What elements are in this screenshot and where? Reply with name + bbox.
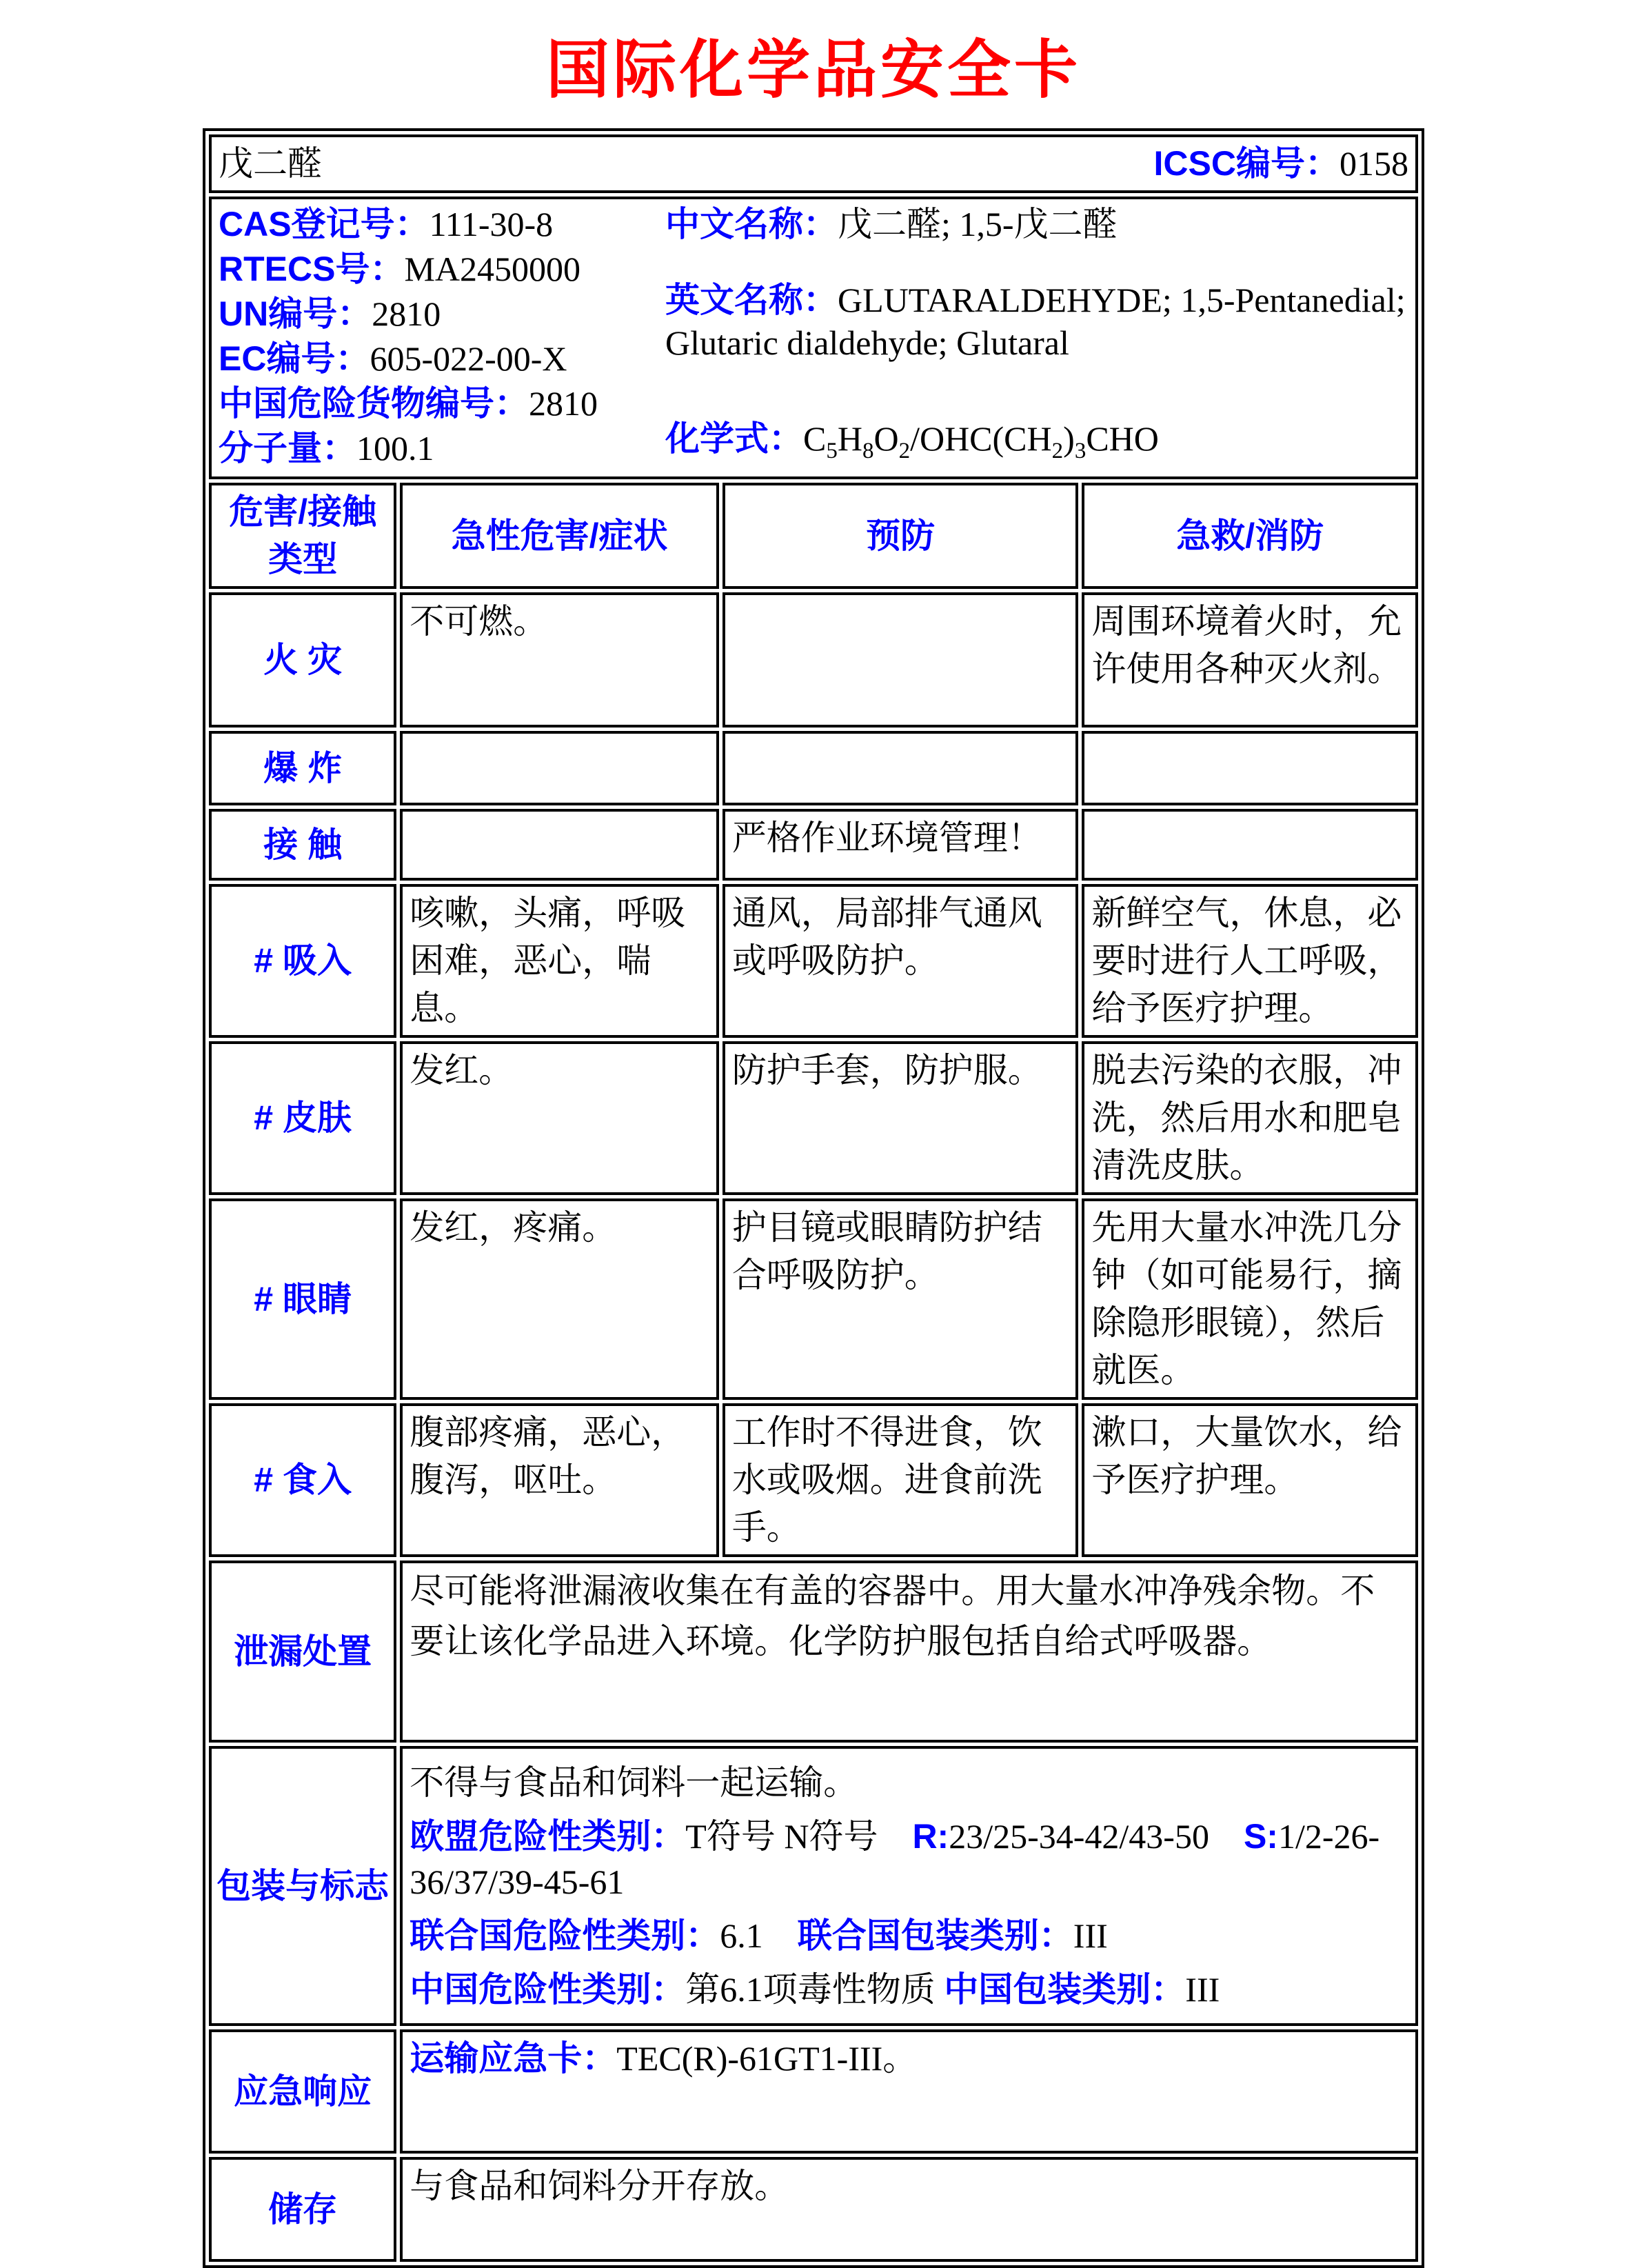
icsc-number-group xyxy=(1154,140,1408,188)
fire-symptoms: 不可燃。 xyxy=(400,592,719,727)
hazard-row-explosion xyxy=(209,731,1418,805)
header-first-aid: 急救/消防 xyxy=(1082,483,1418,589)
row-label-eyes: # 眼睛 xyxy=(209,1198,396,1400)
header-hazard-type: 危害/接触类型 xyxy=(209,483,396,589)
hazard-row-exposure xyxy=(209,809,1418,881)
packaging-transport-note: 不得与食品和饲料一起运输。 xyxy=(410,1763,858,1802)
skin-first-aid: 脱去污染的衣服，冲洗，然后用水和肥皂清洗皮肤。 xyxy=(1082,1041,1418,1195)
row-label-ingestion: # 食入 xyxy=(209,1403,396,1557)
exposure-prevention: 严格作业环境管理！ xyxy=(722,809,1079,881)
safety-card xyxy=(203,128,1424,2268)
header-acute-symptoms: 急性危害/症状 xyxy=(400,483,719,589)
molecular-weight-line: 分子量：100.1 xyxy=(219,429,434,468)
ec-number-line: EC编号：605-022-00-X xyxy=(219,339,567,378)
english-name-line: 英文名称：GLUTARALDEHYDE; 1,5-Pentanedial; Glutaric dialdehyde; Glutaral xyxy=(665,281,1406,362)
hazard-row-ingestion xyxy=(209,1403,1418,1557)
row-label-storage: 储存 xyxy=(209,2157,396,2262)
eyes-symptoms: 发红，疼痛。 xyxy=(400,1198,719,1400)
header-prevention: 预防 xyxy=(722,483,1079,589)
un-classification-line: 联合国危险性类别：6.1 联合国包装类别：III xyxy=(410,1916,1108,1955)
emergency-response-row xyxy=(209,2029,1418,2154)
explosion-first-aid xyxy=(1082,731,1418,805)
eyes-prevention: 护目镜或眼睛防护结合呼吸防护。 xyxy=(722,1198,1079,1400)
row-label-packaging: 包装与标志 xyxy=(209,1746,396,2026)
inhalation-symptoms: 咳嗽，头痛，呼吸困难，恶心，喘息。 xyxy=(400,884,719,1038)
name-row xyxy=(209,134,1418,193)
packaging-labelling-content xyxy=(400,1746,1418,2026)
fire-prevention xyxy=(722,592,1079,727)
packaging-labelling-row xyxy=(209,1746,1418,2026)
row-label-fire: 火 灾 xyxy=(209,592,396,727)
ingestion-symptoms: 腹部疼痛，恶心，腹泻，呕吐。 xyxy=(400,1403,719,1557)
icsc-number-label: ICSC编号： xyxy=(1153,144,1340,183)
cas-number-line: CAS登记号：111-30-8 xyxy=(219,205,554,243)
china-classification-line: 中国危险性类别：第6.1项毒性物质 中国包装类别：III xyxy=(410,1970,1220,2009)
un-number-line: UN编号：2810 xyxy=(219,294,441,333)
chemical-names-block xyxy=(665,202,1408,474)
inhalation-first-aid: 新鲜空气，休息，必要时进行人工呼吸，给予医疗护理。 xyxy=(1082,884,1418,1038)
exposure-symptoms xyxy=(400,809,719,881)
explosion-prevention xyxy=(722,731,1079,805)
hazard-row-eyes xyxy=(209,1198,1418,1400)
eyes-first-aid: 先用大量水冲洗几分钟（如可能易行，摘除隐形眼镜），然后就医。 xyxy=(1082,1198,1418,1400)
row-label-exposure: 接 触 xyxy=(209,809,396,881)
spill-disposal-row xyxy=(209,1560,1418,1743)
chinese-name-line: 中文名称：戊二醛; 1,5-戊二醛 xyxy=(665,205,1118,243)
china-dg-number-line: 中国危险货物编号：2810 xyxy=(219,384,598,423)
skin-prevention: 防护手套，防护服。 xyxy=(722,1041,1079,1195)
chemical-formula-line: 化学式：$C_5H_8O_2/OHC(CH_2)_3CHO$ xyxy=(665,419,1159,463)
row-label-inhalation: # 吸入 xyxy=(209,884,396,1038)
chemical-formula-value: $C_5H_8O_2/OHC(CH_2)_3CHO$ xyxy=(803,419,1159,463)
page-title: 国际化学品安全卡 xyxy=(545,35,1081,106)
hazard-header-row xyxy=(209,483,1418,589)
spill-disposal-text: 尽可能将泄漏液收集在有盖的容器中。用大量水冲净残余物。不要让该化学品进入环境。化学防护服包括自给式呼吸器。 xyxy=(400,1560,1418,1743)
eu-classification-line: 欧盟危险性类别：T符号 N符号 R:23/25-34-42/43-50 S:1/2-26-36/37/39-45-61 xyxy=(410,1817,1380,1901)
hazard-row-skin xyxy=(209,1041,1418,1195)
ingestion-first-aid: 漱口，大量饮水，给予医疗护理。 xyxy=(1082,1403,1418,1557)
ingestion-prevention: 工作时不得进食，饮水或吸烟。进食前洗手。 xyxy=(722,1403,1079,1557)
row-label-spill-disposal: 泄漏处置 xyxy=(209,1560,396,1743)
explosion-symptoms xyxy=(400,731,719,805)
emergency-response-content xyxy=(400,2029,1418,2154)
storage-row xyxy=(209,2157,1418,2262)
hazard-row-inhalation xyxy=(209,884,1418,1038)
rtecs-number-line: RTECS号：MA2450000 xyxy=(219,250,581,288)
row-label-explosion: 爆 炸 xyxy=(209,731,396,805)
row-label-skin: # 皮肤 xyxy=(209,1041,396,1195)
exposure-first-aid xyxy=(1082,809,1418,881)
row-label-emergency-response: 应急响应 xyxy=(209,2029,396,2154)
substance-name: 戊二醛 xyxy=(219,144,322,183)
registry-ids-block xyxy=(219,202,665,471)
identification-row xyxy=(209,197,1418,479)
storage-text: 与食品和饲料分开存放。 xyxy=(400,2157,1418,2262)
hazard-row-fire xyxy=(209,592,1418,727)
inhalation-prevention: 通风，局部排气通风或呼吸防护。 xyxy=(722,884,1079,1038)
skin-symptoms: 发红。 xyxy=(400,1041,719,1195)
fire-first-aid: 周围环境着火时，允许使用各种灭火剂。 xyxy=(1082,592,1418,727)
icsc-number-value: 0158 xyxy=(1340,144,1408,183)
transport-emergency-card-line: 运输应急卡：TEC(R)-61GT1-III。 xyxy=(410,2039,918,2078)
